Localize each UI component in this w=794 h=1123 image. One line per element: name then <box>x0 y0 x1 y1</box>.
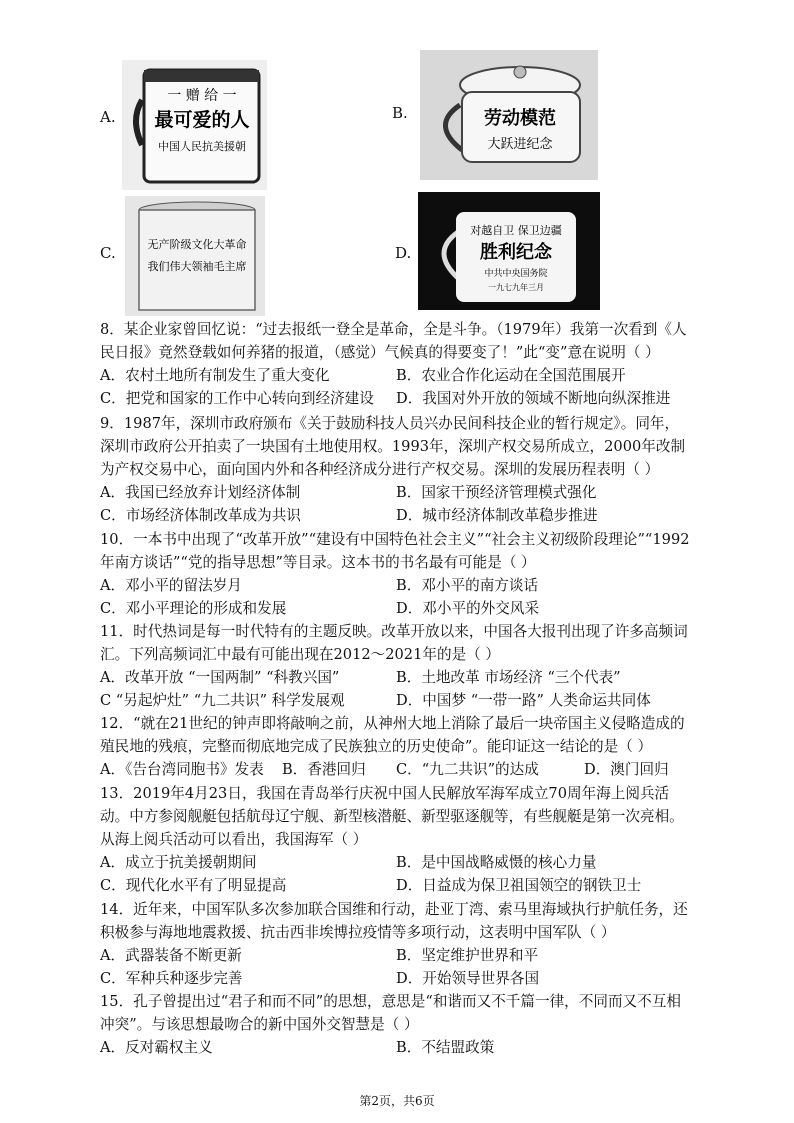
page-footer: 第2页，共6页 <box>359 1094 435 1108</box>
question-stem-line: 13．2019年4月23日，我国在青岛举行庆祝中国人民解放军海军成立70周年海上阅兵活 <box>100 785 670 802</box>
option-letter-a: A. <box>100 108 116 126</box>
question-stem-line: 从海上阅兵活动可以看出，我国海军（ ） <box>100 831 368 848</box>
mug-c-line1: 无产阶级文化大革命 <box>147 238 247 251</box>
mug-a-line1: 一 赠 给 一 <box>167 88 237 104</box>
question-10 <box>100 528 710 620</box>
option-d[interactable]: D．我国对外开放的领域不断地向纵深推进 <box>396 390 671 407</box>
option-row <box>100 851 710 874</box>
option-d[interactable]: D．日益成为保卫祖国领空的钢铁卫士 <box>396 877 642 894</box>
option-row <box>100 874 710 897</box>
question-stem-line: 15．孔子曾提出过“君子和而不同”的思想，意思是“和谐而又不千篇一律，不同而又不互相 <box>100 993 681 1010</box>
option-d[interactable]: D．开始领导世界各国 <box>396 970 540 987</box>
option-row <box>100 689 710 712</box>
question-8 <box>100 318 710 410</box>
mug-image-a <box>122 60 267 190</box>
option-b[interactable]: B．不结盟政策 <box>396 1039 495 1056</box>
option-b[interactable]: B．香港回归 <box>282 761 366 778</box>
question-stem-line: 民日报》竟然登载如何养猪的报道，（感觉）气候真的得要变了！”此“变”意在说明（ ） <box>100 344 660 361</box>
question-stem-line: 殖民地的残痕，完整而彻底地完成了民族独立的历史使命”。能印证这一结论的是（ ） <box>100 738 653 755</box>
mug-b-line2: 大跃进纪念 <box>487 137 553 152</box>
option-d[interactable]: D．邓小平的外交风采 <box>396 600 540 617</box>
mug-d-line4: 一九七九年三月 <box>488 283 544 292</box>
question-stem-line: 12．“就在21世纪的钟声即将敲响之前，从神州大地上消除了最后一块帝国主义侵略造成的 <box>100 715 685 732</box>
option-c[interactable]: C．“九二共识”的达成 <box>396 761 539 778</box>
question-11 <box>100 620 710 712</box>
question-stem-line: 为产权交易中心，面向国内外和各种经济成分进行产权交易。深圳的发展历程表明（ ） <box>100 461 660 478</box>
option-c[interactable]: C．市场经济体制改革成为共识 <box>100 507 301 524</box>
option-a[interactable]: A．反对霸权主义 <box>100 1039 213 1056</box>
question-stem-line: 14．近年来，中国军队多次参加联合国维和行动，赴亚丁湾、索马里海域执行护航任务，还 <box>100 901 688 918</box>
option-row <box>100 481 710 504</box>
question-13 <box>100 782 710 897</box>
question-stem-line: 8．某企业家曾回忆说：“过去报纸一登全是革命，全是斗争。（1979年）我第一次看到《人 <box>100 321 687 338</box>
option-a[interactable]: A．武器装备不断更新 <box>100 947 242 964</box>
question-stem-line: 汇。下列高频词汇中最有可能出现在2012～2021年的是（ ） <box>100 646 500 663</box>
option-a[interactable]: A．邓小平的留法岁月 <box>100 577 242 594</box>
question-stem-line: 11．时代热词是每一时代特有的主题反映。改革开放以来，中国各大报刊出现了许多高频词 <box>100 623 688 640</box>
option-letter-c: C. <box>100 244 116 262</box>
option-b[interactable]: B．是中国战略威慑的核心力量 <box>396 854 597 871</box>
mug-d-line3: 中共中央国务院 <box>484 269 548 279</box>
option-row <box>100 574 710 597</box>
option-row <box>100 944 710 967</box>
question-9 <box>100 412 710 527</box>
option-row <box>100 666 710 689</box>
option-a[interactable]: A．改革开放 “一国两制” “科教兴国” <box>100 669 340 686</box>
mug-c-line2: 我们伟大领袖毛主席 <box>147 260 247 273</box>
option-a[interactable]: A．我国已经放弃计划经济体制 <box>100 484 301 501</box>
option-b[interactable]: B．邓小平的南方谈话 <box>396 577 539 594</box>
question-stem-line: 深圳市政府公开拍卖了一块国有土地使用权。1993年，深圳产权交易所成立，2000年改制 <box>100 438 686 455</box>
question-stem-line: 动。中方参阅舰艇包括航母辽宁舰、新型核潜艇、新型驱逐舰等，有些舰艇是第一次亮相。 <box>100 808 684 825</box>
option-row <box>100 597 710 620</box>
option-c[interactable]: C．把党和国家的工作中心转向到经济建设 <box>100 390 374 407</box>
option-d[interactable]: D．中国梦 “一带一路” 人类命运共同体 <box>396 692 651 709</box>
option-row <box>100 364 710 387</box>
question-stem-line: 积极参与海地地震救援、抗击西非埃博拉疫情等多项行动，这表明中国军队（ ） <box>100 924 616 941</box>
option-c[interactable]: C．军种兵种逐步完善 <box>100 970 243 987</box>
mug-d-line1: 对越自卫 保卫边疆 <box>470 224 562 237</box>
option-letter-d: D. <box>395 244 412 262</box>
mug-a-line2: 最可爱的人 <box>154 109 250 131</box>
option-c[interactable]: C．邓小平理论的形成和发展 <box>100 600 287 617</box>
option-b[interactable]: B．农业合作化运动在全国范围展开 <box>396 367 626 384</box>
option-letter-b: B. <box>392 104 408 122</box>
question-14 <box>100 898 710 990</box>
mug-d-line2: 胜利纪念 <box>480 242 552 263</box>
option-a[interactable]: A．《告台湾同胞书》发表 <box>100 761 264 778</box>
option-c[interactable]: C “另起炉灶” “九二共识” 科学发展观 <box>100 692 345 709</box>
question-stem-line: 年南方谈话”“党的指导思想”等目录。这本书的书名最有可能是（ ） <box>100 554 536 571</box>
option-a[interactable]: A．农村土地所有制发生了重大变化 <box>100 367 330 384</box>
question-stem-line: 9．1987年，深圳市政府颁布《关于鼓励科技人员兴办民间科技企业的暂行规定》。同年， <box>100 415 680 432</box>
option-b[interactable]: B．国家干预经济管理模式强化 <box>396 484 597 501</box>
option-a[interactable]: A．成立于抗美援朝期间 <box>100 854 257 871</box>
mug-image-d <box>418 192 600 310</box>
question-stem-line: 冲突”。与该思想最吻合的新中国外交智慧是（ ） <box>100 1016 419 1033</box>
mug-image-c <box>125 196 265 316</box>
option-row <box>100 504 710 527</box>
option-d[interactable]: D．澳门回归 <box>584 761 669 778</box>
option-b[interactable]: B．坚定维护世界和平 <box>396 947 539 964</box>
question-12 <box>100 712 710 781</box>
option-c[interactable]: C．现代化水平有了明显提高 <box>100 877 287 894</box>
option-b[interactable]: B．土地改革 市场经济 “三个代表” <box>396 669 621 686</box>
question-15 <box>100 990 710 1059</box>
mug-b-line1: 劳动模范 <box>484 108 556 129</box>
option-row <box>100 1036 710 1059</box>
option-row <box>100 387 710 410</box>
mug-image-b <box>420 50 598 180</box>
option-d[interactable]: D．城市经济体制改革稳步推进 <box>396 507 598 524</box>
option-row <box>100 967 710 990</box>
image-options-grid <box>0 0 794 310</box>
question-stem-line: 10．一本书中出现了“改革开放”“建设有中国特色社会主义”“社会主义初级阶段理论”“1992 <box>100 531 690 548</box>
mug-a-line3: 中国人民抗美援朝 <box>158 140 246 153</box>
option-row <box>100 758 710 781</box>
